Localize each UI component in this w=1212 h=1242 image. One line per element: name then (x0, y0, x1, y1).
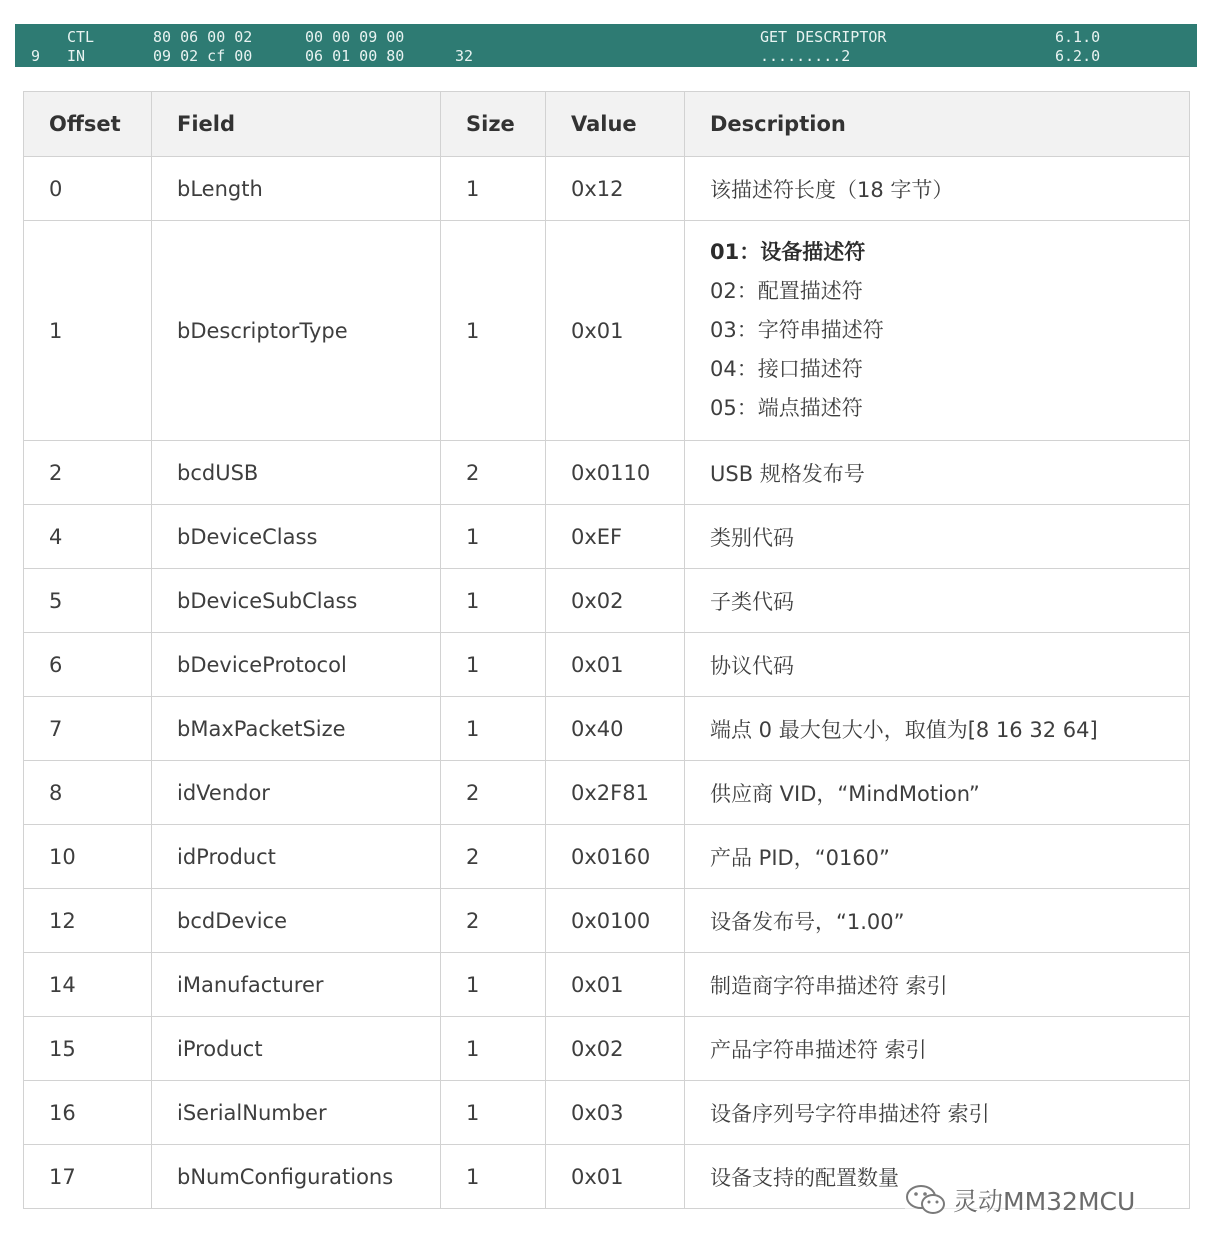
descriptor-type-list (710, 233, 1189, 428)
cell-size: 2 (441, 889, 546, 953)
cell-offset: 12 (24, 889, 152, 953)
trace-setup-bytes-2: 00 00 09 00 (305, 28, 405, 46)
cell-field: bcdDevice (152, 889, 441, 953)
cell-value: 0x0110 (546, 441, 685, 505)
cell-description: 设备支持的配置数量 (685, 1145, 1190, 1209)
watermark-text: 灵动MM32MCU (953, 1187, 1136, 1216)
cell-size: 1 (441, 1145, 546, 1209)
cell-description: 供应商 VID，“MindMotion” (685, 761, 1190, 825)
cell-size: 2 (441, 761, 546, 825)
cell-field: iManufacturer (152, 953, 441, 1017)
header-value: Value (546, 92, 685, 157)
cell-value: 0x01 (546, 221, 685, 441)
cell-size: 2 (441, 441, 546, 505)
cell-size: 1 (441, 505, 546, 569)
table-row (24, 633, 1190, 697)
header-field: Field (152, 92, 441, 157)
trace-ascii: .........2 (760, 47, 851, 65)
cell-size: 1 (441, 697, 546, 761)
cell-value: 0x40 (546, 697, 685, 761)
cell-offset: 0 (24, 157, 152, 221)
cell-size: 1 (441, 1081, 546, 1145)
cell-description: 产品字符串描述符 索引 (685, 1017, 1190, 1081)
cell-field: bMaxPacketSize (152, 697, 441, 761)
cell-description (685, 221, 1190, 441)
cell-value: 0xEF (546, 505, 685, 569)
cell-value: 0x01 (546, 1145, 685, 1209)
wechat-icon (905, 1183, 947, 1217)
cell-offset: 7 (24, 697, 152, 761)
descriptor-type-item: 05：端点描述符 (710, 396, 863, 420)
cell-description: USB 规格发布号 (685, 441, 1190, 505)
cell-offset: 17 (24, 1145, 152, 1209)
table-row (24, 569, 1190, 633)
table-header-row (24, 92, 1190, 157)
descriptor-type-item: 01：设备描述符 (710, 240, 866, 264)
cell-size: 1 (441, 569, 546, 633)
table-row (24, 505, 1190, 569)
trace-sequence: 6.2.0 (1055, 47, 1101, 65)
table-row (24, 761, 1190, 825)
cell-description: 设备发布号，“1.00” (685, 889, 1190, 953)
cell-value: 0x2F81 (546, 761, 685, 825)
cell-field: bNumConfigurations (152, 1145, 441, 1209)
cell-value: 0x12 (546, 157, 685, 221)
trace-length: 32 (455, 47, 474, 65)
cell-value: 0x01 (546, 633, 685, 697)
trace-transfer-type: IN (67, 47, 86, 65)
table-row (24, 221, 1190, 441)
trace-data-bytes-2: 06 01 00 80 (305, 47, 405, 65)
cell-description: 制造商字符串描述符 索引 (685, 953, 1190, 1017)
cell-offset: 15 (24, 1017, 152, 1081)
header-description: Description (685, 92, 1190, 157)
table-row (24, 157, 1190, 221)
cell-field: bDescriptorType (152, 221, 441, 441)
cell-field: bLength (152, 157, 441, 221)
cell-offset: 16 (24, 1081, 152, 1145)
trace-sequence: 6.1.0 (1055, 28, 1101, 46)
trace-description: GET DESCRIPTOR (760, 28, 887, 46)
cell-field: idProduct (152, 825, 441, 889)
cell-value: 0x0100 (546, 889, 685, 953)
table-row (24, 889, 1190, 953)
cell-description: 设备序列号字符串描述符 索引 (685, 1081, 1190, 1145)
cell-size: 1 (441, 1017, 546, 1081)
descriptor-type-item: 03：字符串描述符 (710, 318, 884, 342)
usb-trace-bar (15, 24, 1197, 67)
cell-size: 1 (441, 633, 546, 697)
cell-offset: 4 (24, 505, 152, 569)
cell-size: 1 (441, 157, 546, 221)
cell-offset: 10 (24, 825, 152, 889)
cell-description: 该描述符长度（18 字节） (685, 157, 1190, 221)
cell-size: 1 (441, 221, 546, 441)
cell-field: bDeviceClass (152, 505, 441, 569)
device-descriptor-table (23, 91, 1190, 1209)
table-row (24, 825, 1190, 889)
trace-index: 9 (31, 47, 41, 65)
cell-value: 0x02 (546, 569, 685, 633)
cell-size: 1 (441, 953, 546, 1017)
cell-field: idVendor (152, 761, 441, 825)
cell-description: 产品 PID，“0160” (685, 825, 1190, 889)
descriptor-type-item: 02：配置描述符 (710, 279, 863, 303)
cell-value: 0x01 (546, 953, 685, 1017)
cell-offset: 2 (24, 441, 152, 505)
cell-size: 2 (441, 825, 546, 889)
table-row (24, 1081, 1190, 1145)
cell-offset: 5 (24, 569, 152, 633)
table-row (24, 697, 1190, 761)
cell-description: 端点 0 最大包大小，取值为[8 16 32 64] (685, 697, 1190, 761)
trace-setup-bytes-1: 80 06 00 02 (153, 28, 253, 46)
cell-field: bDeviceSubClass (152, 569, 441, 633)
cell-value: 0x0160 (546, 825, 685, 889)
descriptor-type-item: 04：接口描述符 (710, 357, 863, 381)
cell-value: 0x02 (546, 1017, 685, 1081)
cell-field: iProduct (152, 1017, 441, 1081)
table-row (24, 441, 1190, 505)
cell-field: iSerialNumber (152, 1081, 441, 1145)
cell-offset: 8 (24, 761, 152, 825)
cell-description: 子类代码 (685, 569, 1190, 633)
watermark (905, 1180, 1135, 1220)
table-row (24, 1017, 1190, 1081)
cell-field: bcdUSB (152, 441, 441, 505)
cell-offset: 14 (24, 953, 152, 1017)
table-row (24, 953, 1190, 1017)
trace-data-bytes-1: 09 02 cf 00 (153, 47, 253, 65)
cell-description: 类别代码 (685, 505, 1190, 569)
cell-field: bDeviceProtocol (152, 633, 441, 697)
cell-description: 协议代码 (685, 633, 1190, 697)
cell-value: 0x03 (546, 1081, 685, 1145)
header-offset: Offset (24, 92, 152, 157)
cell-offset: 6 (24, 633, 152, 697)
trace-transfer-type: CTL (67, 28, 95, 46)
header-size: Size (441, 92, 546, 157)
cell-offset: 1 (24, 221, 152, 441)
